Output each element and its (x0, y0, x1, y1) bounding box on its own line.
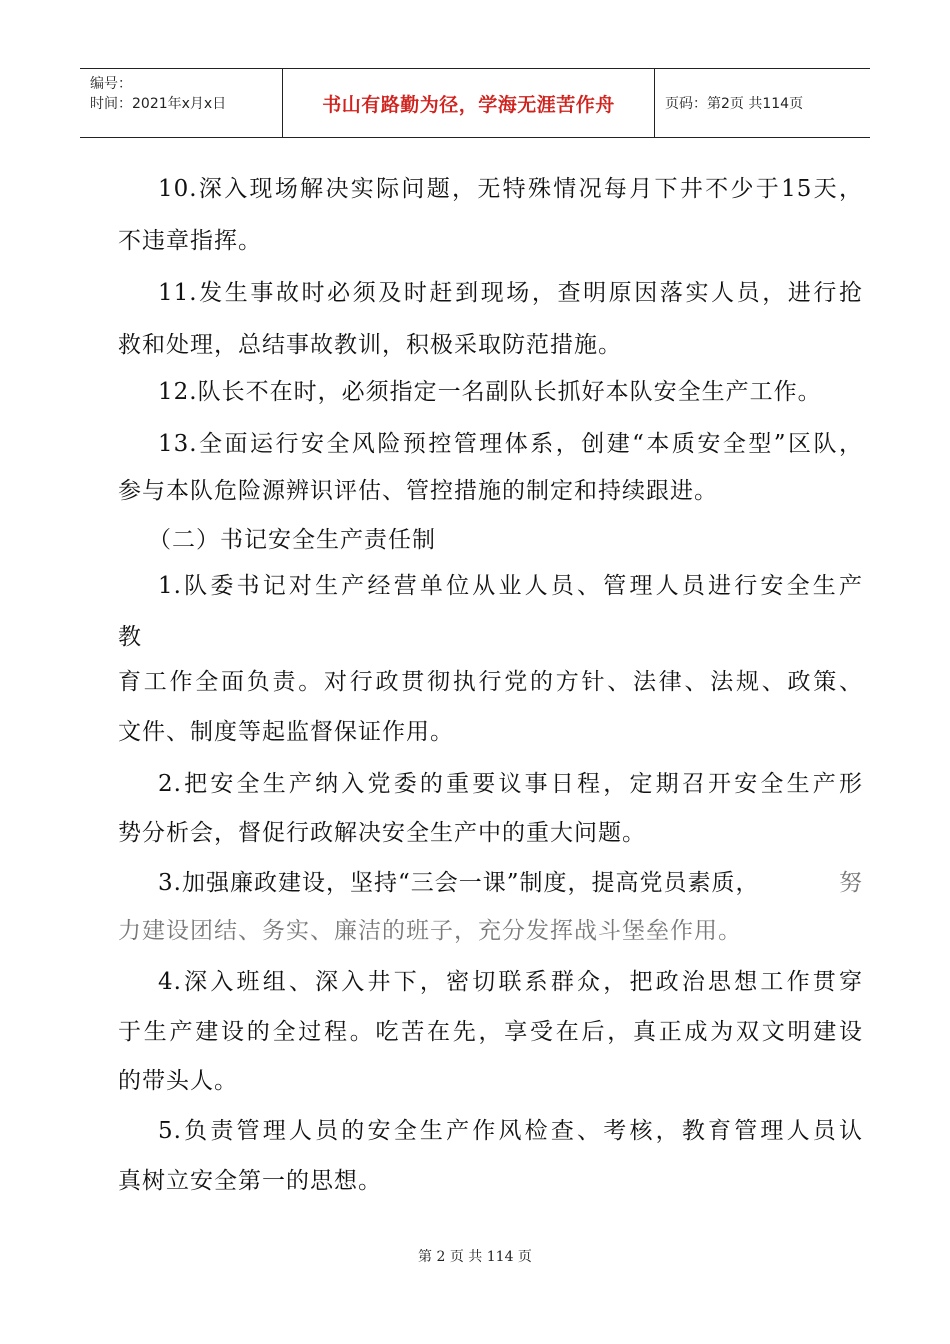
page-info: 页码：第2页 共114页 (665, 96, 804, 112)
text-line: 参与本队危险源辨识评估、管控措施的制定和持续跟进。 (118, 478, 718, 504)
text-line: 11.发生事故时必须及时赶到现场，查明原因落实人员，进行抢 (158, 280, 863, 306)
text-line: 10.深入现场解决实际问题，无特殊情况每月下井不少于15天， (158, 176, 863, 202)
text-line: 文件、制度等起监督保证作用。 (118, 719, 454, 745)
text-line: 12.队长不在时，必须指定一名副队长抓好本队安全生产工作。 (158, 379, 822, 405)
text-line: 1.队委书记对生产经营单位从业人员、管理人员进行安全生产 (158, 573, 863, 599)
date-label: 时间：2021年x月x日 (90, 96, 227, 112)
header-meta-cell (80, 69, 283, 137)
text-line: 不违章指挥。 (118, 228, 262, 254)
page-header (80, 68, 870, 138)
text-segment: 3.加强廉政建设，坚持“三会一课”制度，提高党员素质， (158, 870, 760, 896)
section-heading: （二）书记安全生产责任制 (148, 527, 436, 553)
text-line: 真树立安全第一的思想。 (118, 1168, 382, 1194)
text-line: 2.把安全生产纳入党委的重要议事日程，定期召开安全生产形 (158, 771, 863, 797)
text-line (158, 864, 863, 897)
header-page-cell (655, 69, 870, 137)
text-line: 5.负责管理人员的安全生产作风检查、考核，教育管理人员认 (158, 1118, 863, 1144)
page-footer: 第 2 页 共 114 页 (418, 1249, 532, 1265)
header-motto-cell (283, 69, 655, 137)
text-line: 救和处理，总结事故教训，积极采取防范措施。 (118, 332, 622, 358)
motto-text: 书山有路勤为径，学海无涯苦作舟 (322, 93, 615, 116)
text-segment-gray: 努 (839, 870, 863, 896)
text-line: 育工作全面负责。对行政贯彻执行党的方针、法律、法规、政策、 (118, 669, 863, 695)
text-line: 教 (118, 624, 142, 650)
text-line: 4.深入班组、深入井下，密切联系群众，把政治思想工作贯穿 (158, 969, 863, 995)
serial-number-label: 编号： (90, 76, 132, 92)
text-line: 于生产建设的全过程。吃苦在先，享受在后，真正成为双文明建设 (118, 1019, 863, 1045)
text-line: 的带头人。 (118, 1068, 238, 1094)
text-line: 势分析会，督促行政解决安全生产中的重大问题。 (118, 820, 646, 846)
text-line: 13.全面运行安全风险预控管理体系，创建“本质安全型”区队， (158, 431, 863, 457)
text-line: 力建设团结、务实、廉洁的班子，充分发挥战斗堡垒作用。 (118, 918, 742, 944)
